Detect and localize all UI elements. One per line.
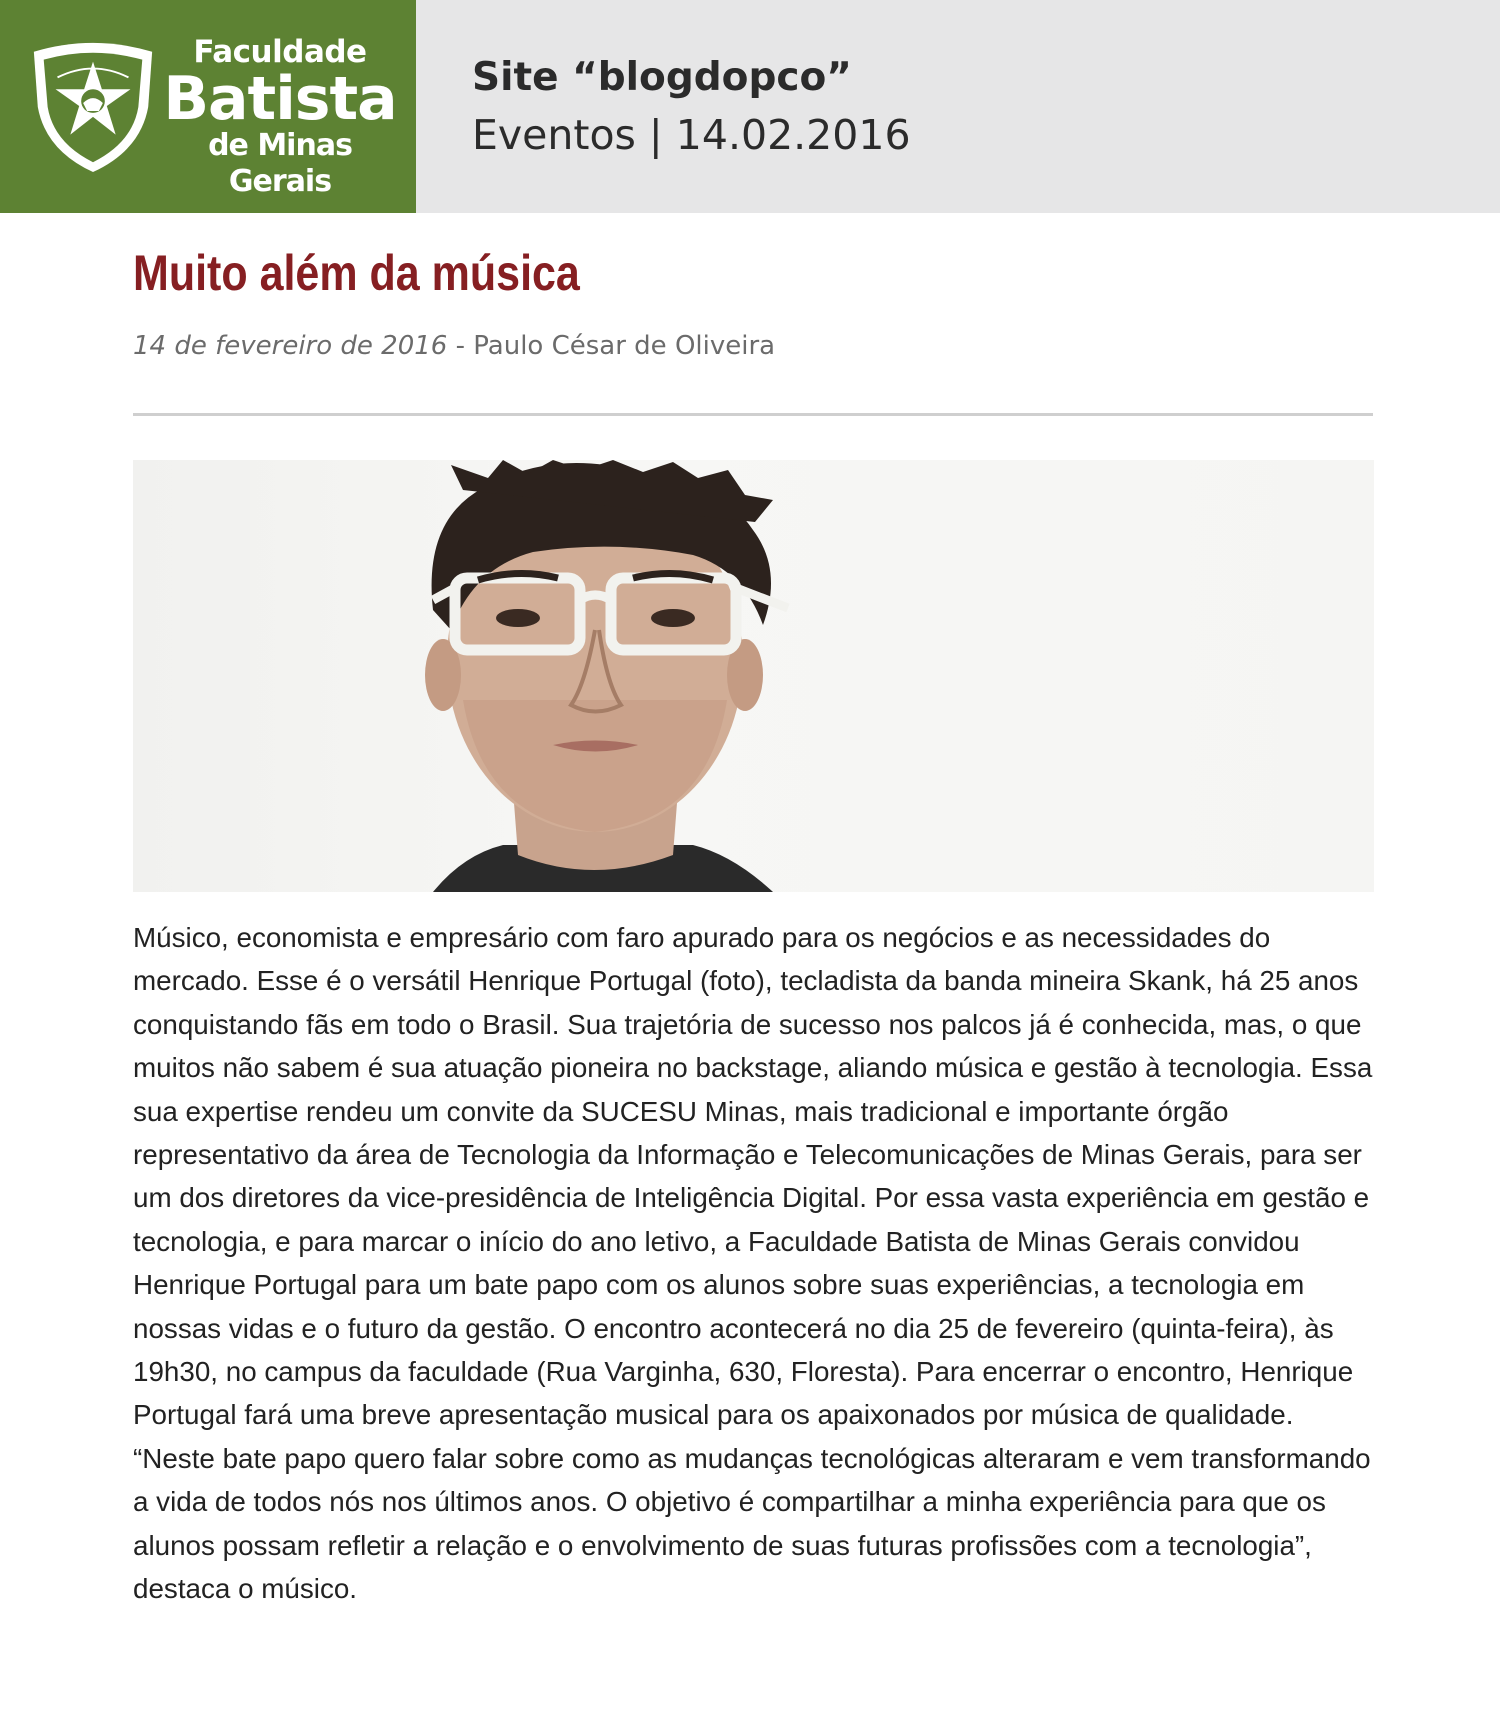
portrait-photo [133,460,1374,892]
article [133,240,1373,364]
logo-wordmark [160,34,400,200]
source-info [472,52,911,166]
article-date: 14 de fevereiro de 2016 [133,331,448,361]
source-category-date: Eventos | 14.02.2016 [472,111,911,159]
logo-line-batista: Batista [163,64,397,134]
logo-line-faculdade: Faculdade [193,34,367,70]
article-author: Paulo César de Oliveira [473,331,776,361]
page-header [0,0,1500,213]
article-title: Muito além da música [133,245,580,301]
title-divider [133,413,1373,416]
institution-logo [0,0,416,213]
byline-separator: - [447,331,474,361]
article-body: Músico, economista e empresário com faro apurado para os negócios e as necessidades do mercado. Esse é o versátil Henrique Portugal (foto), tecladista da banda mineira Skank, há 25 anos conquistando fãs em todo o Brasil. Sua trajetória de sucesso nos palcos já é conhecida, mas, o que muitos não sabem é sua atuação pioneira no backstage, aliando música e gestão à tecnologia. Essa sua expertise rendeu um convite da SUCESU Minas, mais tradicional e importante órgão representativo da área de Tecnologia da Informação e Telecomunicações de Minas Gerais, para ser um dos diretores da vice-presidência de Inteligência Digital. Por essa vasta experiência em gestão e tecnologia, e para marcar o início do ano letivo, a Faculdade Batista de Minas Gerais convidou Henrique Portugal para um bate papo com os alunos sobre suas experiências, a tecnologia em nossas vidas e o futuro da gestão. O encontro acontecerá no dia 25 de fevereiro (quinta-feira), às 19h30, no campus da faculdade (Rua Varginha, 630, Floresta). Para encerrar o encontro, Henrique Portugal fará uma breve apresentação musical para os apaixonados por música de qualidade. “Neste bate papo quero falar sobre como as mudanças tecnológicas alteraram e vem transformando a vida de todos nós nos últimos anos. O objetivo é compartilhar a minha experiência para que os alunos possam refletir a relação e o envolvimento de suas futuras profissões com a tecnologia”, destaca o músico. [133,922,1373,1605]
logo-line-minas-gerais: de Minas Gerais [208,128,352,199]
article-byline [133,328,1373,364]
star-shield-icon [24,38,162,176]
source-site: Site “blogdopco” [472,55,852,100]
